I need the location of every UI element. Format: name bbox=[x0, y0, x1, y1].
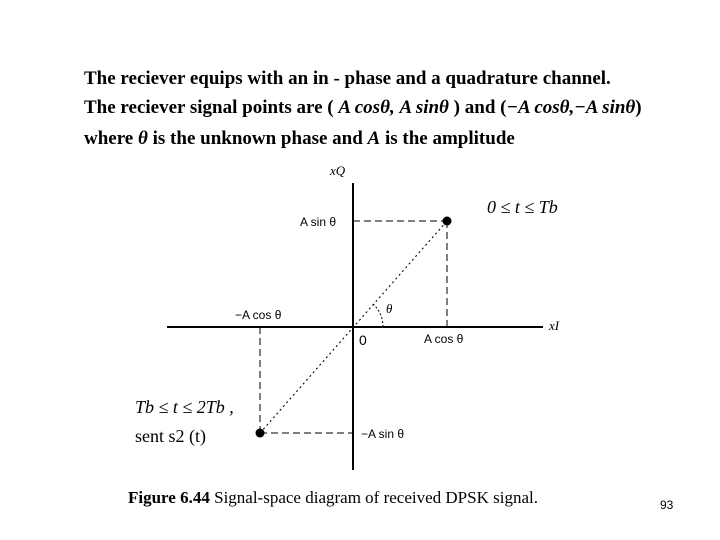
amplitude-symbol: A bbox=[367, 128, 381, 149]
figure-number: Figure 6.44 bbox=[128, 488, 210, 507]
tick-y-neg: −A sin θ bbox=[361, 427, 405, 441]
page-number: 93 bbox=[660, 498, 674, 512]
signal-point-1-marker bbox=[443, 217, 452, 226]
line2-suffix: ) bbox=[635, 97, 642, 118]
signal-point-2-marker bbox=[256, 429, 265, 438]
intro-line-1: The reciever equips with an in - phase and a quadrature channel. bbox=[84, 68, 611, 89]
tick-x-neg: −A cos θ bbox=[235, 308, 282, 322]
x-axis-label: xI bbox=[549, 318, 560, 333]
point1-condition: 0 ≤ t ≤ Tb bbox=[487, 197, 558, 217]
signal-point-2: −A cosθ,−A sinθ bbox=[506, 97, 636, 118]
theta-symbol: θ bbox=[138, 128, 148, 149]
figure-caption bbox=[128, 488, 538, 508]
line3-prefix: where bbox=[84, 128, 138, 149]
tick-y-pos: A sin θ bbox=[300, 215, 337, 229]
point2-condition-line2: sent s2 (t) bbox=[135, 426, 206, 446]
angle-label: θ bbox=[386, 301, 393, 316]
signal-point-1: A cosθ, A sinθ bbox=[338, 97, 449, 118]
y-axis-label: xQ bbox=[330, 163, 346, 178]
line3-mid: is the unknown phase and bbox=[147, 128, 368, 149]
line2-prefix: The reciever signal points are ( bbox=[84, 97, 334, 118]
tick-x-pos: A cos θ bbox=[424, 332, 464, 346]
point2-condition-line1: Tb ≤ t ≤ 2Tb , bbox=[135, 397, 234, 417]
caption-text: Signal-space diagram of received DPSK signal. bbox=[209, 488, 538, 507]
angle-arc bbox=[373, 304, 383, 327]
line2-mid: ) and ( bbox=[453, 97, 507, 118]
line3-suffix: is the amplitude bbox=[380, 128, 515, 149]
origin-label: 0 bbox=[359, 332, 367, 348]
